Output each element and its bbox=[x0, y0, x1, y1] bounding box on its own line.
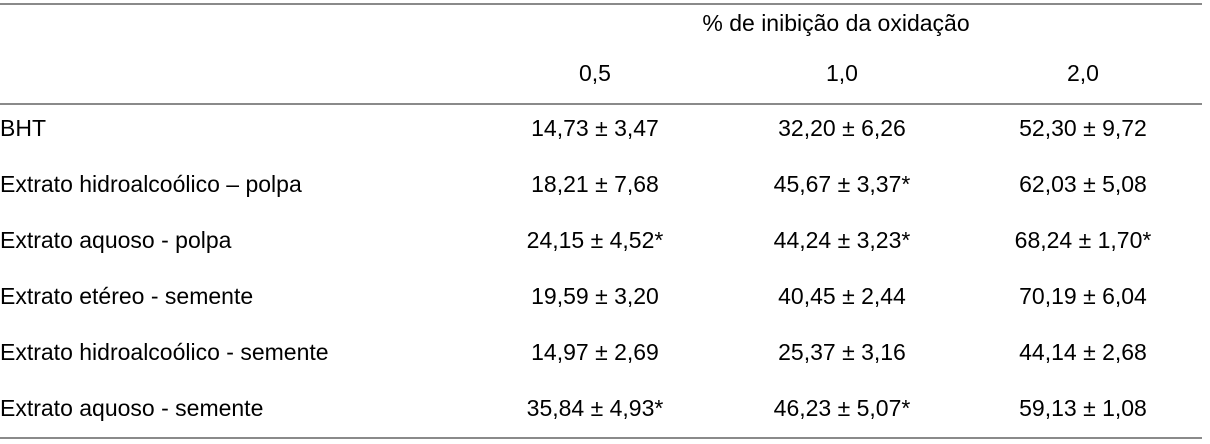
row-value: 44,14 ± 2,68 bbox=[1019, 339, 1147, 365]
row-value: 40,45 ± 2,44 bbox=[778, 283, 906, 309]
row-label: Extrato hidroalcoólico – polpa bbox=[0, 171, 302, 197]
row-value: 32,20 ± 6,26 bbox=[778, 115, 906, 141]
row-label: Extrato aquoso - polpa bbox=[0, 227, 232, 253]
column-header-2-0: 2,0 bbox=[1067, 60, 1099, 86]
row-value: 59,13 ± 1,08 bbox=[1019, 395, 1147, 421]
table-bottom-rule bbox=[0, 437, 1202, 439]
column-header-1-0: 1,0 bbox=[826, 60, 858, 86]
row-value: 14,97 ± 2,69 bbox=[531, 339, 659, 365]
row-value: 35,84 ± 4,93* bbox=[526, 395, 664, 421]
row-value: 14,73 ± 3,47 bbox=[531, 115, 659, 141]
group-header: % de inibição da oxidação bbox=[702, 10, 970, 36]
table-row bbox=[0, 220, 1202, 276]
row-value: 68,24 ± 1,70* bbox=[1014, 227, 1152, 253]
table-row bbox=[0, 332, 1202, 388]
table-row bbox=[0, 164, 1202, 220]
column-header-0-5: 0,5 bbox=[579, 60, 611, 86]
row-value: 44,24 ± 3,23* bbox=[773, 227, 911, 253]
row-label: Extrato hidroalcoólico - semente bbox=[0, 339, 329, 365]
row-value: 18,21 ± 7,68 bbox=[531, 171, 659, 197]
table-body bbox=[0, 108, 1202, 444]
table-header-rule bbox=[0, 103, 1202, 105]
row-value: 52,30 ± 9,72 bbox=[1019, 115, 1147, 141]
table-row bbox=[0, 108, 1202, 164]
row-value: 70,19 ± 6,04 bbox=[1019, 283, 1147, 309]
row-value: 46,23 ± 5,07* bbox=[773, 395, 911, 421]
row-value: 19,59 ± 3,20 bbox=[531, 283, 659, 309]
table-top-rule bbox=[0, 3, 1202, 5]
row-value: 62,03 ± 5,08 bbox=[1019, 171, 1147, 197]
row-label: Extrato aquoso - semente bbox=[0, 395, 264, 421]
table-row bbox=[0, 276, 1202, 332]
row-value: 24,15 ± 4,52* bbox=[526, 227, 664, 253]
row-value: 25,37 ± 3,16 bbox=[778, 339, 906, 365]
row-value: 45,67 ± 3,37* bbox=[773, 171, 911, 197]
row-label: BHT bbox=[0, 115, 46, 141]
row-label: Extrato etéreo - semente bbox=[0, 283, 254, 309]
table-row bbox=[0, 388, 1202, 444]
